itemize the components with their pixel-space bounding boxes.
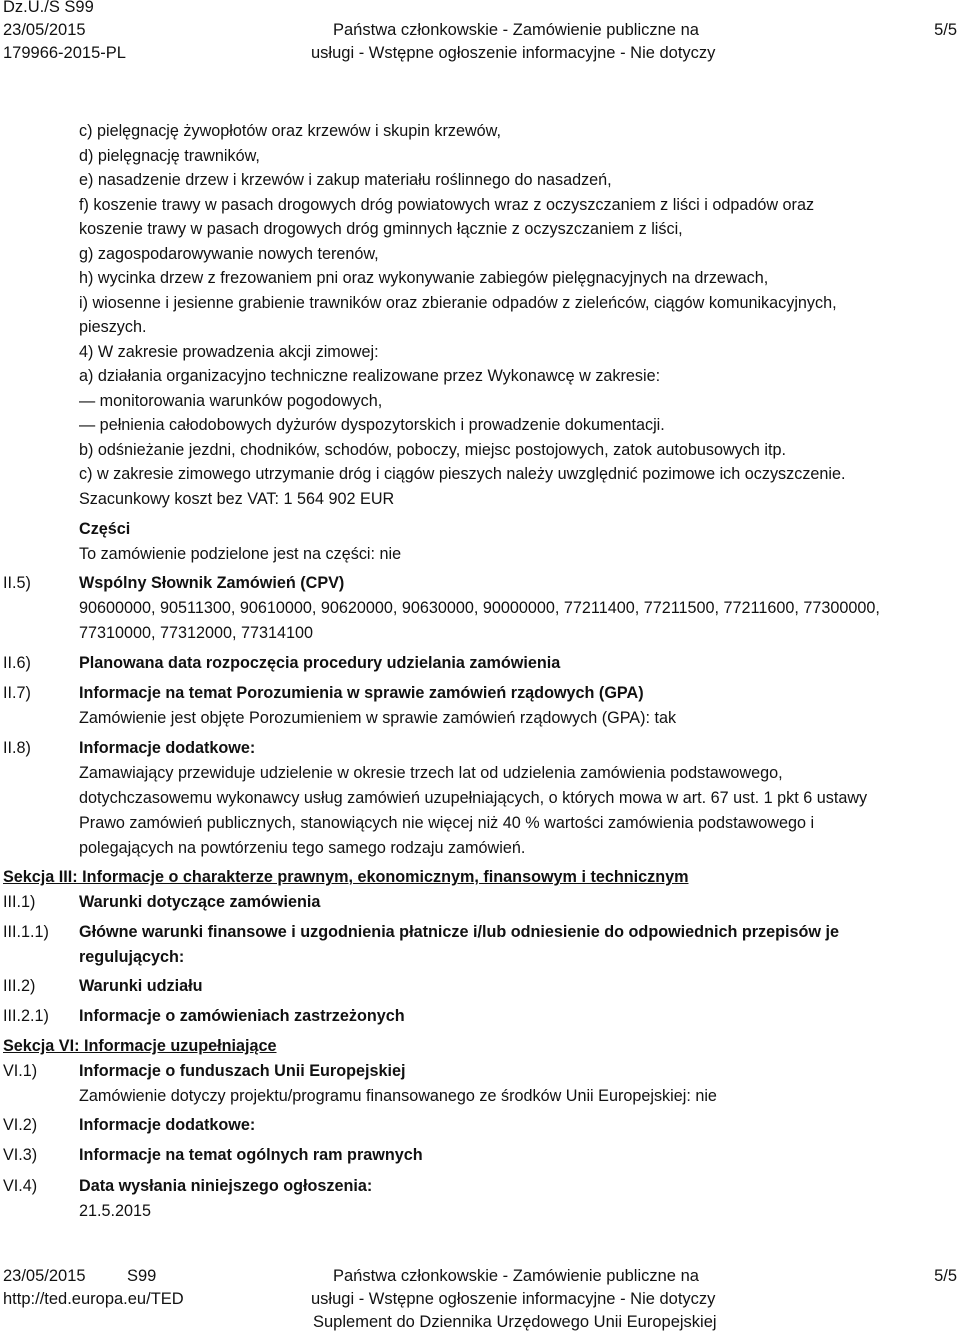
footer-date: 23/05/2015 [3,1267,86,1285]
gpa-title: Informacje na temat Porozumienia w sprawie zamówień rządowych (GPA) [79,684,644,702]
scope-line: b) odśnieżanie jezdni, chodników, schodów, poboczy, miejsc postojowych, zatok autobusowych itp. [79,441,786,459]
financial-conditions-title: Główne warunki finansowe i uzgodnienia płatnicze i/lub odniesienie do odpowiednich przepisów je [79,923,839,941]
scope-line: a) działania organizacyjno techniczne realizowane przez Wykonawcę w zakresie: [79,367,661,385]
gpa-text: Zamówienie jest objęte Porozumieniem w sprawie zamówień rządowych (GPA): tak [79,709,677,727]
cpv-codes-line1: 90600000, 90511300, 90610000, 90620000, 90630000, 90000000, 77211400, 77211500, 77211600, 77300000, [79,599,880,617]
scope-line: — pełnienia całodobowych dyżurów dyspozytorskich i prowadzenie dokumentacji. [79,416,665,434]
eu-funds-text: Zamówienie dotyczy projektu/programu finansowanego ze środków Unii Europejskiej: nie [79,1087,717,1105]
header-title-line2: usługi - Wstępne ogłoszenie informacyjne - Nie dotyczy [311,44,716,62]
parts-text: To zamówienie podzielone jest na części: nie [79,545,402,563]
footer-page-number: 5/5 [934,1267,957,1285]
header-notice-id: 179966-2015-PL [3,44,126,62]
participation-conditions-title: Warunki udziału [79,977,203,995]
footer-title-line2: usługi - Wstępne ogłoszenie informacyjne - Nie dotyczy [311,1290,716,1308]
conditions-title: Warunki dotyczące zamówienia [79,893,321,911]
additional-info-line: dotychczasowemu wykonawcy usług zamówień uzupełniających, o których mowa w art. 67 ust. 1 pkt 6 ustawy [79,789,868,807]
scope-line: c) pielęgnację żywopłotów oraz krzewów i skupin krzewów, [79,122,501,140]
footer-series: S99 [127,1267,157,1285]
additional-info-line: polegających na powtórzeniu tego samego rodzaju zamówień. [79,839,526,857]
section-number: VI.2) [3,1116,38,1134]
header-page-number: 5/5 [934,21,957,39]
section-number: VI.1) [3,1062,38,1080]
additional-info-line: Prawo zamówień publicznych, stanowiących nie więcej niż 40 % wartości zamówienia podstawowego i [79,814,815,832]
section-number: VI.4) [3,1177,38,1195]
parts-title: Części [79,520,131,538]
cpv-title: Wspólny Słownik Zamówień (CPV) [79,574,345,592]
footer-supplement: Suplement do Dziennika Urzędowego Unii Europejskiej [313,1313,717,1331]
footer-url-link[interactable]: http://ted.europa.eu/TED [3,1290,184,1308]
eu-funds-title: Informacje o funduszach Unii Europejskiej [79,1062,406,1080]
header-date: 23/05/2015 [3,21,86,39]
vi-additional-info-title: Informacje dodatkowe: [79,1116,256,1134]
scope-line: g) zagospodarowywanie nowych terenów, [79,245,379,263]
section-number: II.6) [3,654,31,672]
cpv-codes-line2: 77310000, 77312000, 77314100 [79,624,314,642]
additional-info-title: Informacje dodatkowe: [79,739,256,757]
section-number: III.1) [3,893,36,911]
section-number: III.2.1) [3,1007,49,1025]
scope-line: e) nasadzenie drzew i krzewów i zakup materiału roślinnego do nasadzeń, [79,171,612,189]
additional-info-line: Zamawiający przewiduje udzielenie w okresie trzech lat od udzielenia zamówienia podstawowego, [79,764,783,782]
header-title-line1: Państwa członkowskie - Zamówienie publiczne na [333,21,699,39]
financial-conditions-title-cont: regulujących: [79,948,185,966]
dispatch-date-title: Data wysłania niniejszego ogłoszenia: [79,1177,373,1195]
section-number: II.5) [3,574,31,592]
reserved-contracts-title: Informacje o zamówieniach zastrzeżonych [79,1007,405,1025]
section-number: III.2) [3,977,36,995]
header-journal-ref: Dz.U./S S99 [3,0,94,16]
planned-date-title: Planowana data rozpoczęcia procedury udzielania zamówienia [79,654,561,672]
scope-line: — monitorowania warunków pogodowych, [79,392,383,410]
scope-line: koszenie trawy w pasach drogowych dróg gminnych łącznie z oczyszczaniem z liści, [79,220,683,238]
scope-line: 4) W zakresie prowadzenia akcji zimowej: [79,343,379,361]
footer-title-line1: Państwa członkowskie - Zamówienie publiczne na [333,1267,699,1285]
section-iii-title: Sekcja III: Informacje o charakterze prawnym, ekonomicznym, finansowym i technicznym [3,868,689,886]
section-number: VI.3) [3,1146,38,1164]
dispatch-date-value: 21.5.2015 [79,1202,152,1220]
section-vi-title: Sekcja VI: Informacje uzupełniające [3,1037,277,1055]
scope-line: d) pielęgnację trawników, [79,147,260,165]
section-number: III.1.1) [3,923,49,941]
estimated-cost: Szacunkowy koszt bez VAT: 1 564 902 EUR [79,490,395,508]
scope-line: h) wycinka drzew z frezowaniem pni oraz wykonywanie zabiegów pielęgnacyjnych na drzewach, [79,269,769,287]
scope-line: pieszych. [79,318,147,336]
section-number: II.7) [3,684,31,702]
legal-framework-title: Informacje na temat ogólnych ram prawnych [79,1146,423,1164]
section-number: II.8) [3,739,31,757]
scope-line: c) w zakresie zimowego utrzymanie dróg i ciągów pieszych należy uwzględnić pozimowe ich oczyszczenie. [79,465,846,483]
scope-line: i) wiosenne i jesienne grabienie trawników oraz zbieranie odpadów z zieleńców, ciągów komunikacyjnych, [79,294,837,312]
scope-line: f) koszenie trawy w pasach drogowych dróg powiatowych wraz z oczyszczaniem z liści i odpadów oraz [79,196,815,214]
